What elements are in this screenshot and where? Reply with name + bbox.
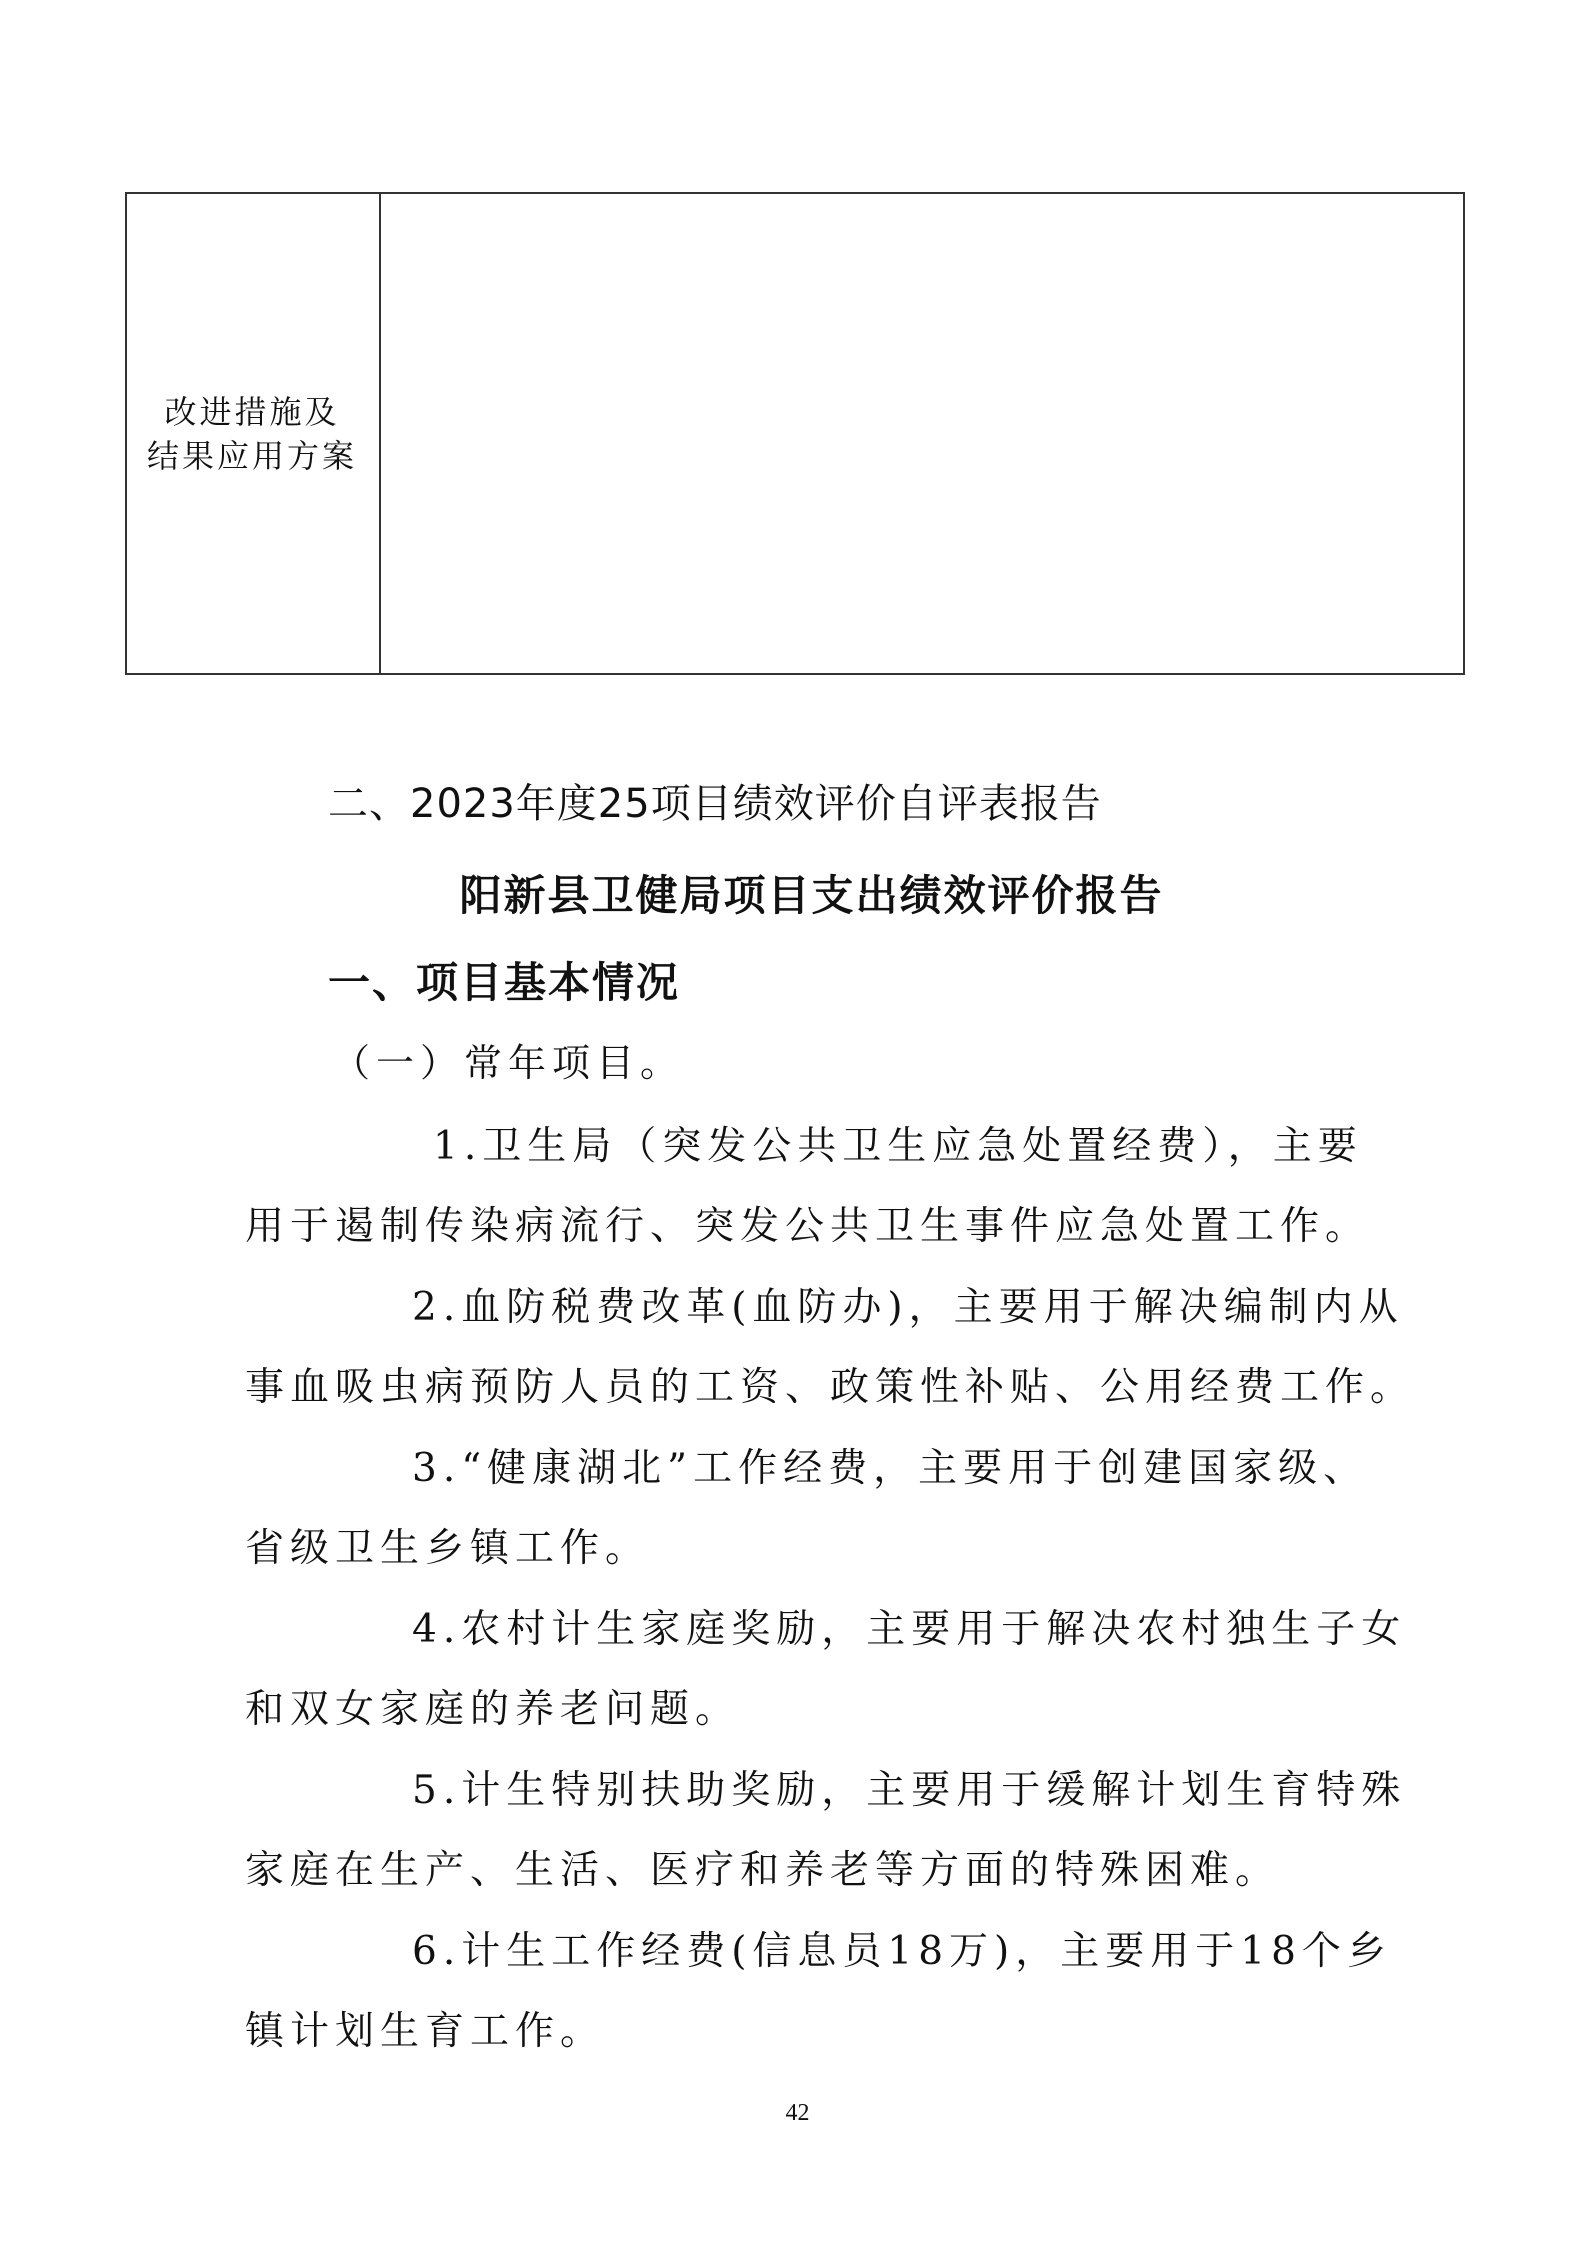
page-number: 42 — [785, 2100, 810, 2126]
item-5-line-2: 家庭在生产、生活、医疗和养老等方面的特殊困难。 — [245, 1848, 1281, 1893]
section-heading: 二、2023年度25项目绩效评价自评表报告 — [328, 781, 1102, 827]
table-label-line: 改进措施及 — [164, 392, 340, 431]
item-4-line-1: 4.农村计生家庭奖励，主要用于解决农村独生子女 — [412, 1607, 1407, 1652]
item-3-line-2: 省级卫生乡镇工作。 — [245, 1526, 651, 1571]
table-label — [147, 390, 357, 478]
item-3-line-1: 3.“健康湖北”工作经费，主要用于创建国家级、 — [412, 1446, 1369, 1491]
item-6-line-2: 镇计划生育工作。 — [245, 2009, 606, 2054]
table-content-cell — [381, 194, 1463, 673]
sub-heading: （一）常年项目。 — [332, 1041, 685, 1085]
item-1-line-2: 用于遏制传染病流行、突发公共卫生事件应急处置工作。 — [245, 1204, 1371, 1249]
table-label-cell — [127, 194, 381, 673]
improvement-table — [125, 192, 1465, 675]
item-6-line-1: 6.计生工作经费(信息员18万)，主要用于18个乡 — [412, 1929, 1392, 1974]
item-2-line-1: 2.血防税费改革(血防办)，主要用于解决编制内从 — [412, 1285, 1404, 1330]
table-label-line: 结果应用方案 — [146, 436, 357, 475]
item-5-line-1: 5.计生特别扶助奖励，主要用于缓解计划生育特殊 — [412, 1768, 1407, 1813]
basic-heading: 一、项目基本情况 — [328, 958, 681, 1007]
item-2-line-2: 事血吸虫病预防人员的工资、政策性补贴、公用经费工作。 — [245, 1365, 1416, 1410]
item-4-line-2: 和双女家庭的养老问题。 — [245, 1687, 741, 1732]
item-1-line-1: 1.卫生局（突发公共卫生应急处置经费），主要 — [433, 1124, 1363, 1169]
report-title: 阳新县卫健局项目支出绩效评价报告 — [459, 871, 1164, 920]
